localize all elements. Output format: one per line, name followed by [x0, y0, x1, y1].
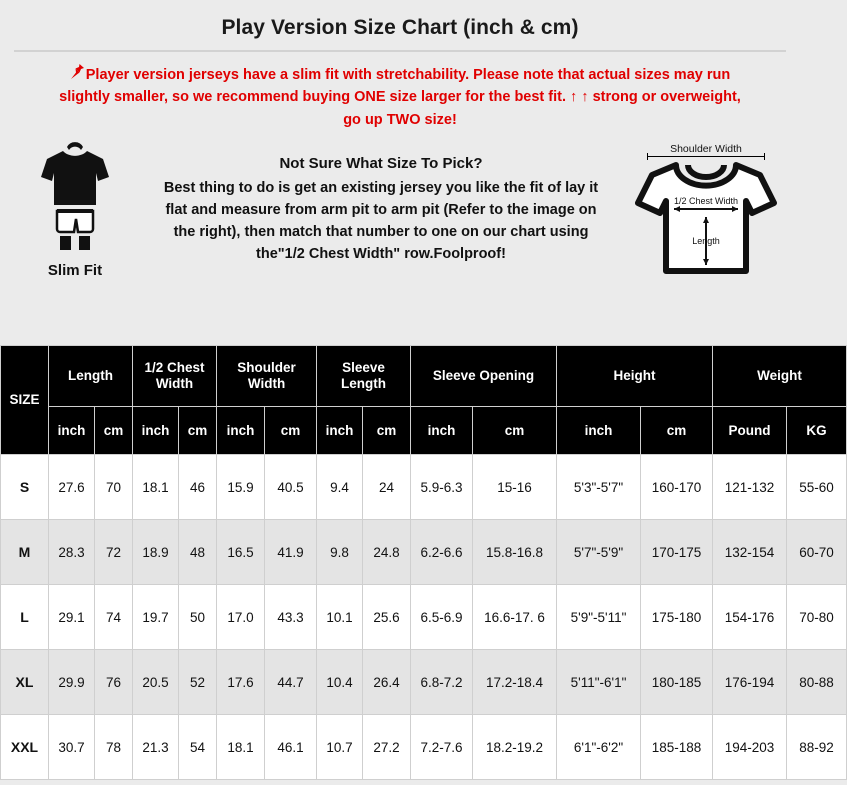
cell-length-cm: 78	[95, 715, 133, 780]
cell-size: S	[1, 455, 49, 520]
cell-chest-cm: 50	[179, 585, 217, 650]
cell-length-inch: 30.7	[49, 715, 95, 780]
header-unit-length-inch: inch	[49, 407, 95, 455]
header-group-weight: Weight	[713, 346, 847, 407]
cell-weight-pound: 154-176	[713, 585, 787, 650]
cell-weight-pound: 194-203	[713, 715, 787, 780]
cell-sleeve-opening-cm: 18.2-19.2	[473, 715, 557, 780]
cell-chest-cm: 54	[179, 715, 217, 780]
header-unit-length-cm: cm	[95, 407, 133, 455]
cell-chest-inch: 19.7	[133, 585, 179, 650]
cell-weight-pound: 121-132	[713, 455, 787, 520]
cell-sleeve-length-inch: 9.8	[317, 520, 363, 585]
cell-height-inch: 5'9"-5'11"	[557, 585, 641, 650]
cell-shoulder-inch: 16.5	[217, 520, 265, 585]
cell-weight-kg: 80-88	[787, 650, 847, 715]
cell-chest-inch: 20.5	[133, 650, 179, 715]
header-unit-shoulder-cm: cm	[265, 407, 317, 455]
header-group-sleeve-opening: Sleeve Opening	[411, 346, 557, 407]
header-unit-sleeve-opening-inch: inch	[411, 407, 473, 455]
tshirt-measure-figure	[622, 141, 790, 282]
cell-sleeve-opening-cm: 15-16	[473, 455, 557, 520]
cell-height-cm: 175-180	[641, 585, 713, 650]
header-group-shoulder-width: Shoulder Width	[217, 346, 317, 407]
header-unit-chest-inch: inch	[133, 407, 179, 455]
cell-sleeve-opening-inch: 6.2-6.6	[411, 520, 473, 585]
cell-length-cm: 74	[95, 585, 133, 650]
cell-chest-cm: 46	[179, 455, 217, 520]
cell-sleeve-length-inch: 10.4	[317, 650, 363, 715]
table-row	[1, 715, 847, 780]
cell-length-inch: 28.3	[49, 520, 95, 585]
header-group-height: Height	[557, 346, 713, 407]
cell-height-cm: 185-188	[641, 715, 713, 780]
cell-shoulder-inch: 17.6	[217, 650, 265, 715]
cell-shoulder-cm: 43.3	[265, 585, 317, 650]
cell-height-cm: 160-170	[641, 455, 713, 520]
sizing-line-2: flat and measure from arm pit to arm pit (Refer to the image on	[165, 202, 597, 219]
header-unit-sleeve-length-inch: inch	[317, 407, 363, 455]
sizing-question: Not Sure What Size To Pick?	[279, 155, 483, 173]
cell-sleeve-length-inch: 9.4	[317, 455, 363, 520]
header-unit-shoulder-inch: inch	[217, 407, 265, 455]
svg-text:Length: Length	[692, 236, 720, 247]
cell-sleeve-length-cm: 25.6	[363, 585, 411, 650]
cell-sleeve-length-cm: 24	[363, 455, 411, 520]
cell-height-inch: 5'7"-5'9"	[557, 520, 641, 585]
cell-size: XXL	[1, 715, 49, 780]
pushpin-icon	[70, 63, 85, 87]
header-unit-weight-pound: Pound	[713, 407, 787, 455]
cell-chest-inch: 18.1	[133, 455, 179, 520]
table-group-header-row	[1, 346, 847, 407]
slim-fit-label: Slim Fit	[47, 262, 103, 280]
cell-sleeve-opening-cm: 15.8-16.8	[473, 520, 557, 585]
table-row	[1, 650, 847, 715]
cell-size: XL	[1, 650, 49, 715]
header-unit-height-inch: inch	[557, 407, 641, 455]
info-section	[0, 135, 800, 307]
shoulder-width-rule	[647, 156, 765, 157]
tshirt-measure-icon	[630, 196, 782, 281]
cell-weight-pound: 132-154	[713, 520, 787, 585]
cell-weight-pound: 176-194	[713, 650, 787, 715]
cell-sleeve-opening-inch: 6.8-7.2	[411, 650, 473, 715]
cell-sleeve-length-cm: 27.2	[363, 715, 411, 780]
warning-block	[0, 52, 800, 135]
cell-weight-kg: 70-80	[787, 585, 847, 650]
cell-shoulder-cm: 44.7	[265, 650, 317, 715]
cell-sleeve-opening-cm: 16.6-17. 6	[473, 585, 557, 650]
header-group-length: Length	[49, 346, 133, 407]
cell-shoulder-cm: 41.9	[265, 520, 317, 585]
cell-chest-cm: 48	[179, 520, 217, 585]
cell-length-inch: 29.1	[49, 585, 95, 650]
size-chart-table	[0, 345, 847, 780]
header-unit-sleeve-opening-cm: cm	[473, 407, 557, 455]
warning-line-2: slightly smaller, so we recommend buying ONE size larger for the best fit. ↑ ↑ strong or overweight,	[59, 89, 741, 106]
cell-sleeve-length-cm: 26.4	[363, 650, 411, 715]
sizing-help-text	[140, 141, 622, 265]
cell-shoulder-cm: 40.5	[265, 455, 317, 520]
cell-shoulder-cm: 46.1	[265, 715, 317, 780]
warning-line-3: go up TWO size!	[343, 111, 457, 128]
cell-chest-inch: 18.9	[133, 520, 179, 585]
sizing-line-4: the"1/2 Chest Width" row.Foolproof!	[256, 245, 506, 262]
cell-shoulder-inch: 17.0	[217, 585, 265, 650]
header-unit-height-cm: cm	[641, 407, 713, 455]
header-unit-weight-kg: KG	[787, 407, 847, 455]
header-size: SIZE	[1, 346, 49, 455]
header-unit-chest-cm: cm	[179, 407, 217, 455]
cell-height-inch: 6'1"-6'2"	[557, 715, 641, 780]
cell-weight-kg: 60-70	[787, 520, 847, 585]
cell-chest-inch: 21.3	[133, 715, 179, 780]
cell-length-cm: 76	[95, 650, 133, 715]
cell-sleeve-length-inch: 10.7	[317, 715, 363, 780]
cell-size: M	[1, 520, 49, 585]
warning-line-1: Player version jerseys have a slim fit with stretchability. Please note that actual sizes may run	[85, 67, 731, 83]
cell-sleeve-length-inch: 10.1	[317, 585, 363, 650]
header-group-half-chest-width: 1/2 Chest Width	[133, 346, 217, 407]
cell-sleeve-opening-inch: 6.5-6.9	[411, 585, 473, 650]
cell-length-inch: 29.9	[49, 650, 95, 715]
shoulder-width-caption: Shoulder Width	[670, 143, 742, 156]
cell-height-inch: 5'3"-5'7"	[557, 455, 641, 520]
cell-height-inch: 5'11"-6'1"	[557, 650, 641, 715]
cell-length-cm: 72	[95, 520, 133, 585]
slim-fit-figure	[10, 141, 140, 279]
cell-shoulder-inch: 18.1	[217, 715, 265, 780]
cell-weight-kg: 55-60	[787, 455, 847, 520]
table-body	[1, 455, 847, 780]
cell-length-cm: 70	[95, 455, 133, 520]
sizing-line-3: the right), then match that number to one on our chart using	[173, 223, 589, 240]
cell-sleeve-opening-inch: 7.2-7.6	[411, 715, 473, 780]
cell-sleeve-opening-inch: 5.9-6.3	[411, 455, 473, 520]
cell-sleeve-opening-cm: 17.2-18.4	[473, 650, 557, 715]
table-row	[1, 520, 847, 585]
cell-height-cm: 170-175	[641, 520, 713, 585]
slim-fit-jersey-icon	[33, 238, 117, 255]
table-row	[1, 455, 847, 520]
header-unit-sleeve-length-cm: cm	[363, 407, 411, 455]
cell-size: L	[1, 585, 49, 650]
cell-length-inch: 27.6	[49, 455, 95, 520]
cell-shoulder-inch: 15.9	[217, 455, 265, 520]
cell-height-cm: 180-185	[641, 650, 713, 715]
table-unit-header-row	[1, 407, 847, 455]
size-chart-table-wrapper	[0, 345, 834, 780]
table-head	[1, 346, 847, 455]
svg-text:1/2 Chest Width: 1/2 Chest Width	[673, 196, 739, 207]
sizing-line-1: Best thing to do is get an existing jersey you like the fit of lay it	[163, 180, 599, 197]
cell-weight-kg: 88-92	[787, 715, 847, 780]
header-group-sleeve-length: Sleeve Length	[317, 346, 411, 407]
cell-sleeve-length-cm: 24.8	[363, 520, 411, 585]
table-row	[1, 585, 847, 650]
cell-chest-cm: 52	[179, 650, 217, 715]
page-title: Play Version Size Chart (inch & cm)	[221, 16, 579, 39]
